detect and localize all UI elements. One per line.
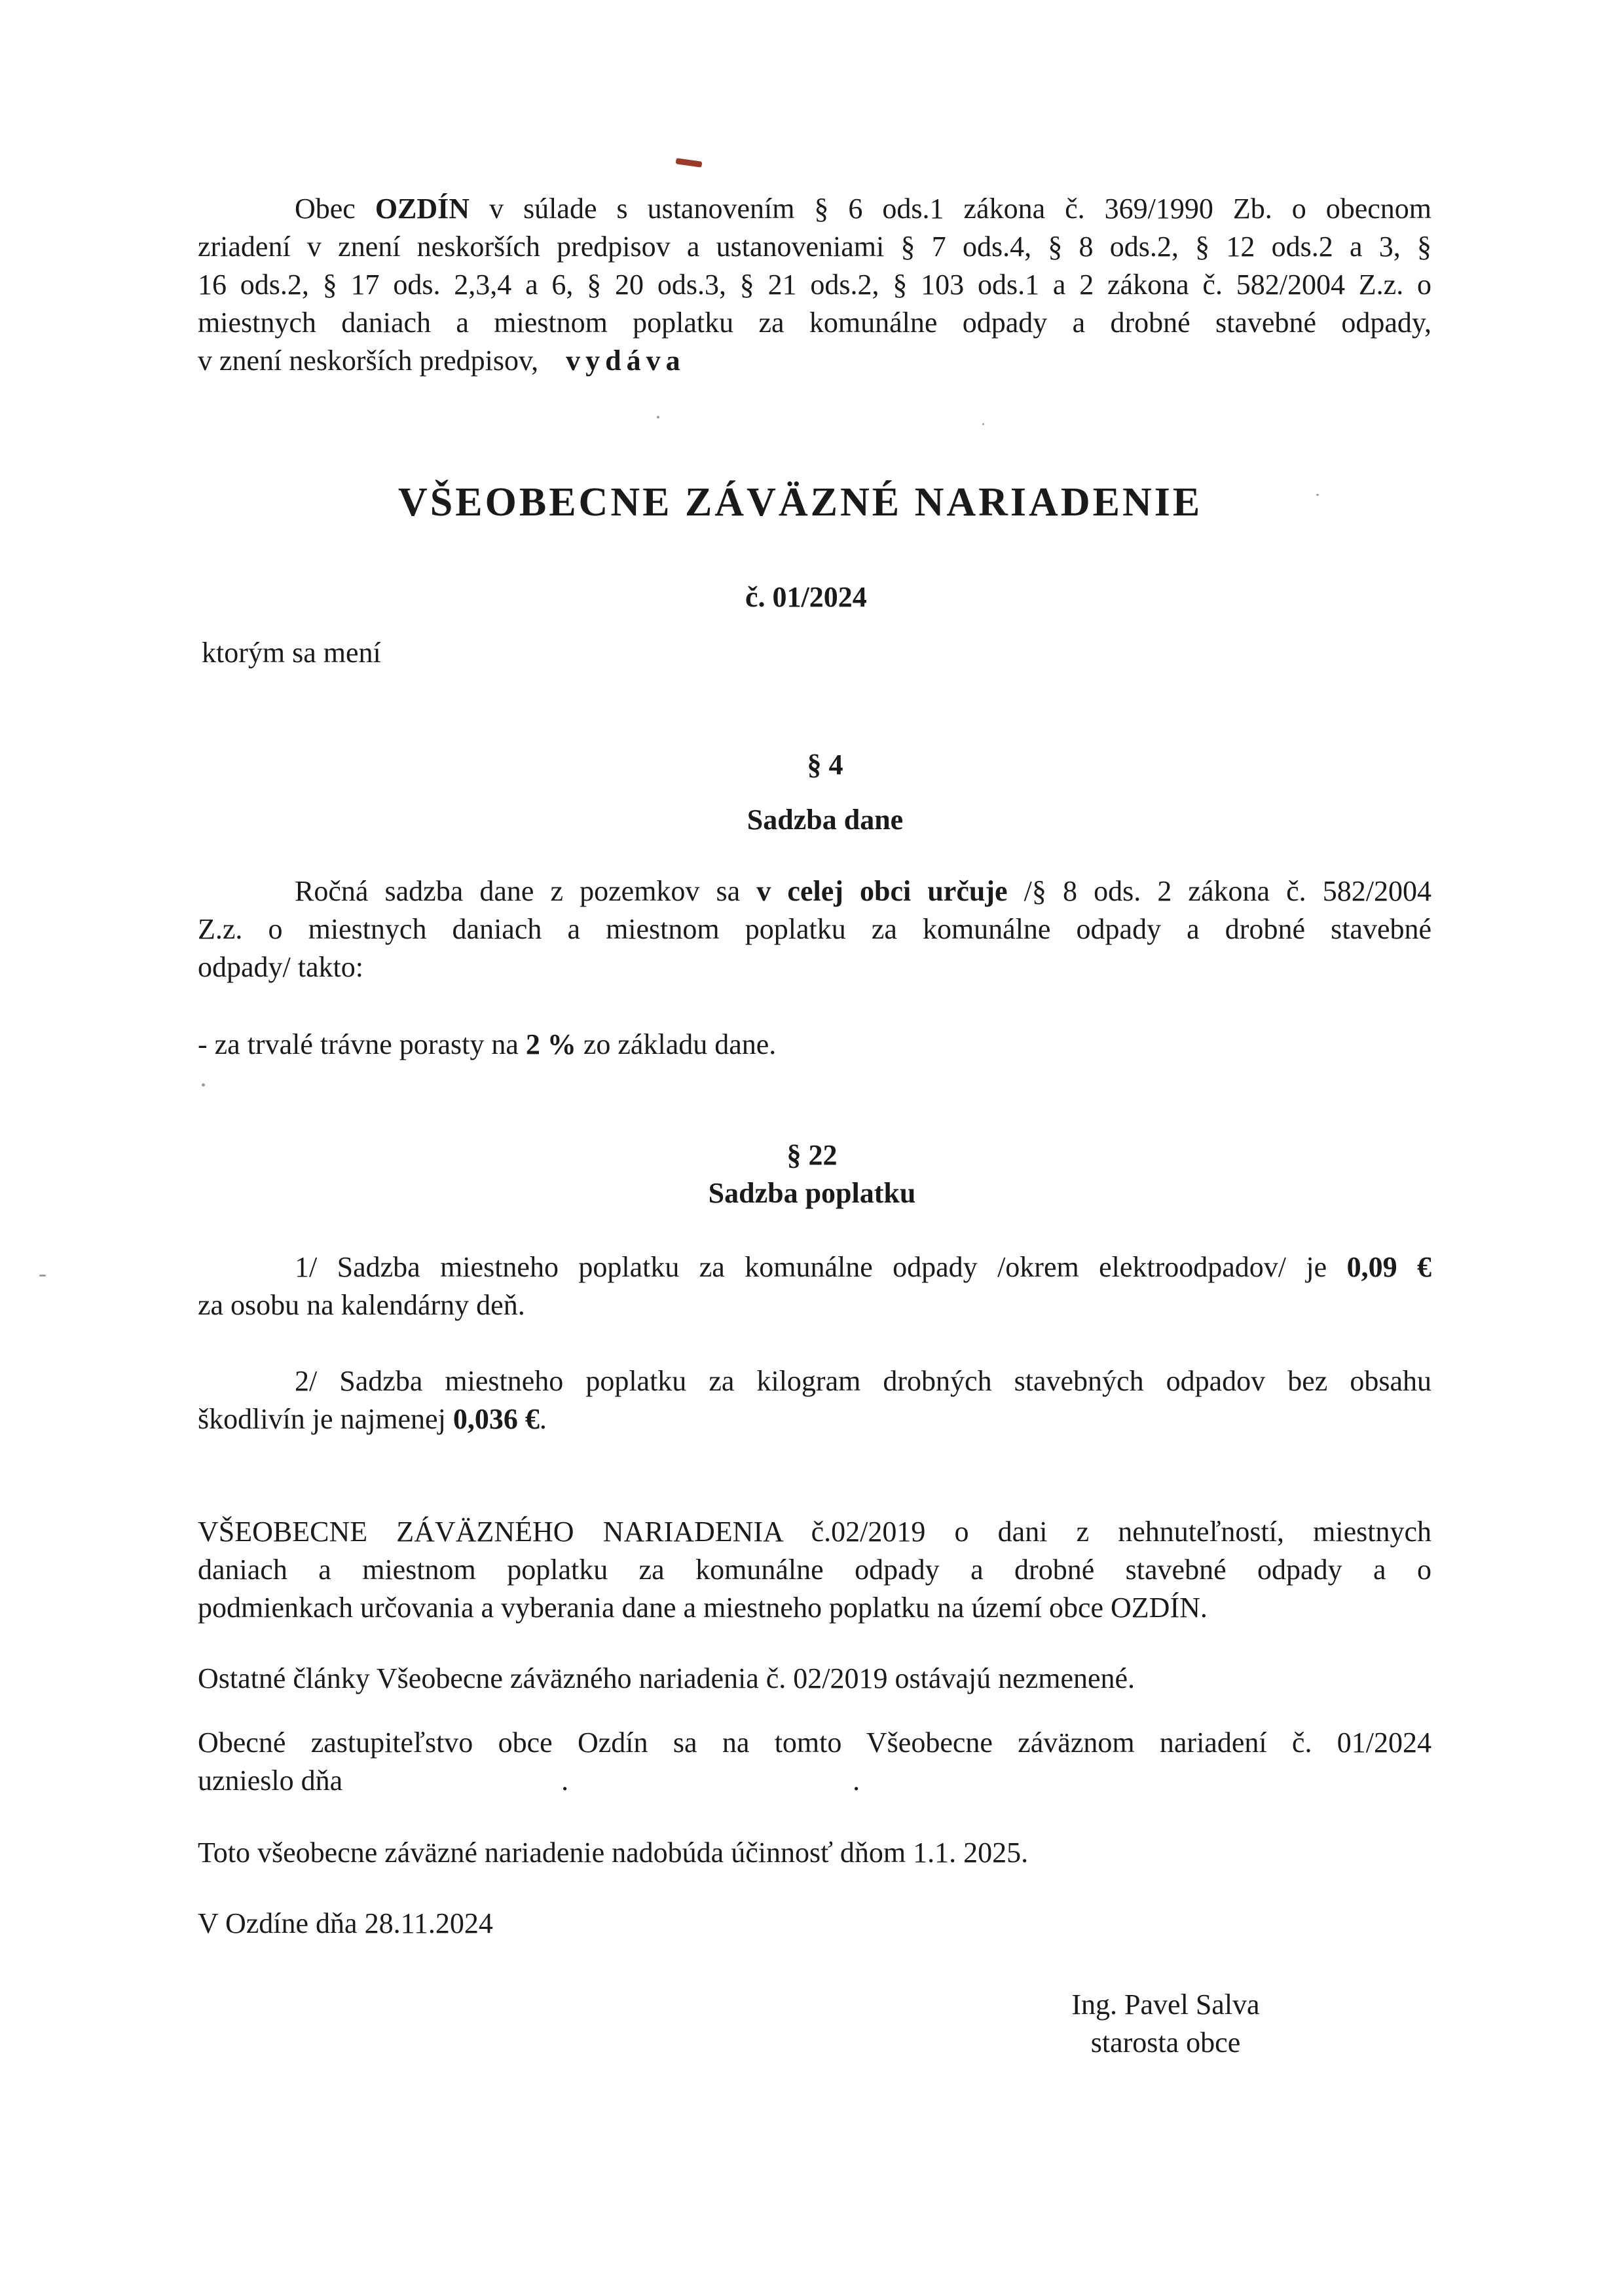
zastupitelstvo-line-2: uznieslo dňa . . — [198, 1764, 860, 1797]
section-4-line-1: Ročná sadzba dane z pozemkov sa v celej obci určuje /§ 8 ods. 2 zákona č. 582/2004 — [295, 875, 1431, 907]
section-4-number: § 4 — [807, 749, 843, 781]
intro-line-5: v znení neskorších predpisov, vydáva — [198, 345, 686, 377]
signature-role: starosta obce — [1090, 2026, 1241, 2059]
section-22-p2-line-2: škodlivín je najmenej 0,036 €. — [198, 1403, 547, 1435]
place-date: V Ozdíne dňa 28.11.2024 — [198, 1907, 493, 1939]
reference-line-1: VŠEOBECNE ZÁVÄZNÉHO NARIADENIA č.02/2019 o dani z nehnuteľností, miestnych — [198, 1516, 1431, 1548]
ucinnost: Toto všeobecne záväzné nariadenie nadobúda účinnosť dňom 1.1. 2025. — [198, 1837, 1029, 1869]
obec-name: OZDÍN — [375, 193, 470, 225]
section-22-paragraph-2 — [198, 1362, 1431, 1438]
intro-line-4: miestnych daniach a miestnom poplatku za komunálne odpady a drobné stavebné odpady, — [198, 307, 1431, 339]
signature-block — [1028, 1986, 1303, 2062]
document-number: č. 01/2024 — [745, 581, 867, 613]
reference-line-3: podmienkach určovania a vyberania dane a miestneho poplatku na území obce OZDÍN. — [198, 1592, 1208, 1624]
document-title: VŠEOBECNE ZÁVÄZNÉ NARIADENIE — [398, 480, 1203, 525]
zastupitelstvo-paragraph — [198, 1724, 1431, 1800]
signature-name: Ing. Pavel Salva — [1071, 1988, 1260, 2021]
section-4-title: Sadzba dane — [747, 804, 904, 836]
scan-speck — [39, 1275, 46, 1277]
ktorym-sa-meni: ktorým sa mení — [202, 637, 381, 669]
scan-speck — [1316, 494, 1319, 496]
scan-speck — [982, 423, 984, 425]
section-22-number: § 22 — [786, 1139, 838, 1171]
intro-line-2: zriadení v znení neskorších predpisov a ustanoveniami § 7 ods.4, § 8 ods.2, § 12 ods.2 a 3, § — [198, 231, 1431, 263]
section-22-title: Sadzba poplatku — [708, 1177, 916, 1209]
zastupitelstvo-line-1: Obecné zastupiteľstvo obce Ozdín sa na tomto Všeobecne záväznom nariadení č. 01/2024 — [198, 1726, 1431, 1759]
vydava-word: vydáva — [566, 345, 686, 377]
scan-mark — [676, 158, 703, 167]
intro-line-3: 16 ods.2, § 17 ods. 2,3,4 a 6, § 20 ods.3, § 21 ods.2, § 103 ods.1 a 2 zákona č. 582/2004 Z.z. o — [198, 269, 1431, 301]
scan-speck — [657, 416, 659, 419]
section-4-paragraph — [198, 872, 1431, 986]
section-4-line-3: odpady/ takto: — [198, 951, 363, 983]
section-22-paragraph-1 — [198, 1248, 1431, 1324]
reference-line-2: daniach a miestnom poplatku za komunálne odpady a drobné stavebné odpady a o — [198, 1554, 1431, 1586]
section-22-p1-line-2: za osobu na kalendárny deň. — [198, 1289, 525, 1321]
ostatne-clanky: Ostatné články Všeobecne záväzného nariadenia č. 02/2019 ostávajú nezmenené. — [198, 1662, 1135, 1694]
section-4-item: - za trvalé trávne porasty na 2 % zo základu dane. — [198, 1028, 777, 1060]
section-22-p2-line-1: 2/ Sadzba miestneho poplatku za kilogram drobných stavebných odpadov bez obsahu — [295, 1365, 1431, 1397]
intro-paragraph — [198, 190, 1431, 380]
intro-line-1: Obec OZDÍN v súlade s ustanovením § 6 ods.1 zákona č. 369/1990 Zb. o obecnom — [295, 193, 1431, 225]
section-4-line-2: Z.z. o miestnych daniach a miestnom poplatku za komunálne odpady a drobné stavebné — [198, 913, 1431, 945]
section-22-p1-line-1: 1/ Sadzba miestneho poplatku za komunálne odpady /okrem elektroodpadov/ je 0,09 € — [295, 1251, 1432, 1283]
scan-speck — [202, 1083, 205, 1087]
reference-paragraph — [198, 1513, 1431, 1627]
